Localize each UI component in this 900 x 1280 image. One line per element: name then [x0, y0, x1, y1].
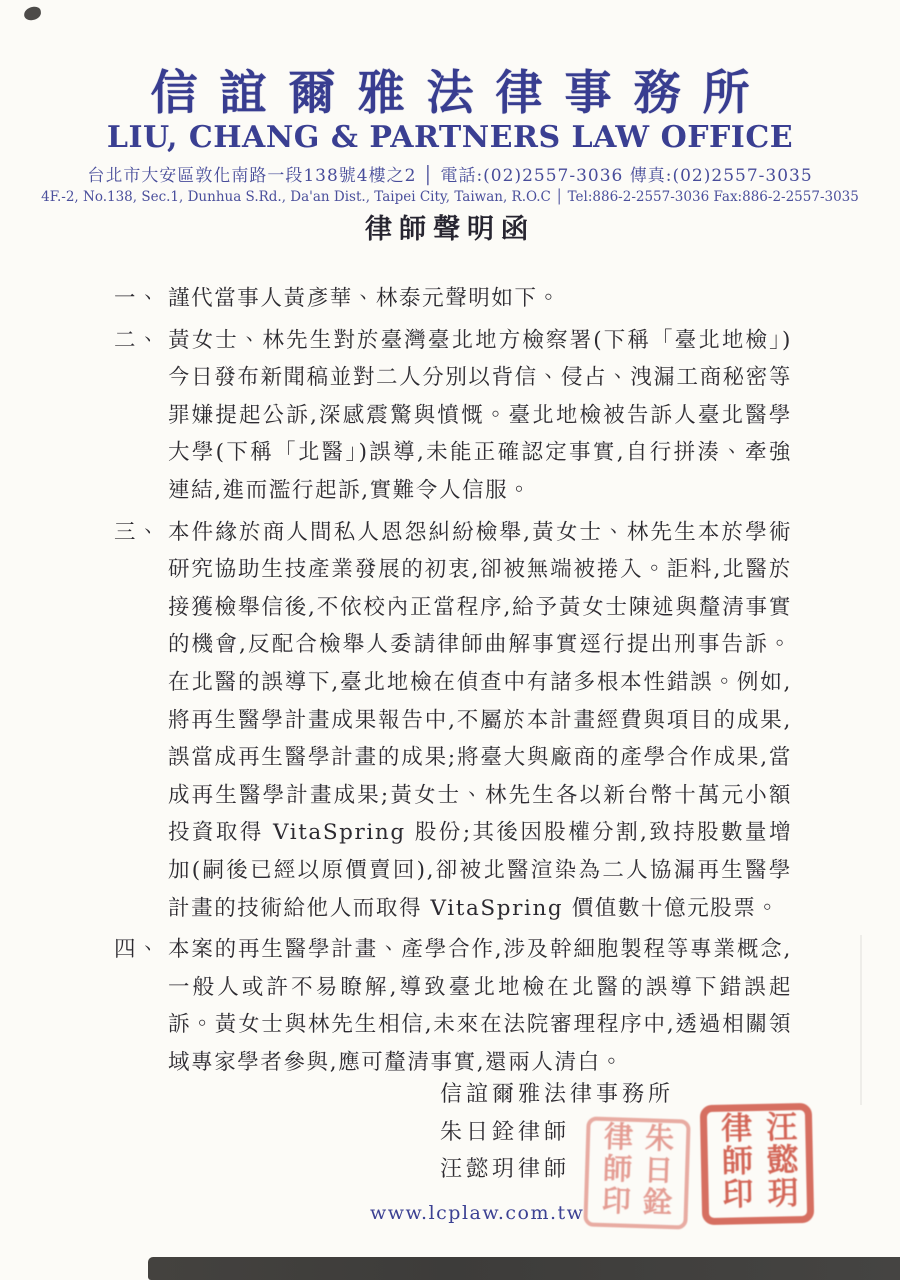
- lawyer-seal-left: 朱日銓律師印: [583, 1116, 690, 1229]
- letterhead: [0, 68, 900, 205]
- paragraph-3: [100, 514, 792, 928]
- document-title: 律師聲明函: [365, 214, 535, 245]
- firm-name-chinese: 信誼爾雅法律事務所: [150, 66, 772, 121]
- signature-lawyer-2: 汪懿玥律師: [440, 1157, 571, 1182]
- paragraph-2-text: 黃女士、林先生對於臺灣臺北地方檢察署(下稱「臺北地檢」)今日發布新聞稿並對二人分別以背信、侵占、洩漏工商秘密等罪嫌提起公訴,深感震驚與憤慨。臺北地檢被告訴人臺北醫學大學(下稱「北醫」)誤導,未能正確認定事實,自行拼湊、牽強連結,進而濫行起訴,實難令人信服。: [168, 327, 792, 503]
- paragraph-4-text: 本案的再生醫學計畫、產學合作,涉及幹細胞製程等專業概念,一般人或許不易瞭解,導致臺北地檢在北醫的誤導下錯誤起訴。黃女士與林先生相信,未來在法院審理程序中,透過相關領域專家學者參與,應可釐清事實,還兩人清白。: [168, 937, 792, 1075]
- scan-speck: [23, 6, 42, 21]
- paragraph-4: [100, 931, 792, 1081]
- scan-edge-bar: [148, 1257, 900, 1280]
- letter-body: [100, 280, 792, 1085]
- paragraph-3-number: 三、: [114, 519, 162, 545]
- paragraph-1-text: 謹代當事人黃彥華、林泰元聲明如下。: [168, 286, 561, 311]
- lawyer-seal-right: 汪懿玥律師印: [700, 1103, 814, 1225]
- signature-lawyer-1: 朱日銓律師: [440, 1119, 571, 1145]
- paragraph-3-text: 本件緣於商人間私人恩怨糾紛檢舉,黃女士、林先生本於學術研究協助生技產業發展的初衷,卻被無端被捲入。詎料,北醫於接獲檢舉信後,不依校內正當程序,給予黃女士陳述與釐清事實的機會,反配合檢舉人委請律師曲解事實逕行提出刑事告訴。在北醫的誤導下,臺北地檢在偵查中有諸多根本性錯誤。例如,將再生醫學計畫成果報告中,不屬於本計畫經費與項目的成果,誤當成再生醫學計畫的成果;將臺大與廠商的產學合作成果,當成再生醫學計畫成果;黃女士、林先生各以新台幣十萬元小額投資取得 VitaSpring 股份;其後因股權分割,致持股數量增加(嗣後已經以原價賣回),卻被北醫渲染為二人協漏再生醫學計畫的技術給他人而取得 VitaSpring 價值數十億元股票。: [168, 519, 792, 921]
- firm-website-url: www.lcplaw.com.tw: [370, 1202, 585, 1224]
- firm-name-english: LIU, CHANG & PARTNERS LAW OFFICE: [106, 119, 794, 155]
- paragraph-1-number: 一、: [114, 286, 162, 311]
- paragraph-2: [100, 322, 792, 510]
- paragraph-1: [100, 280, 792, 318]
- address-line-chinese: 台北市大安區敦化南路一段138號4樓之2 │ 電話:(02)2557-3036 傳真:(02)2557-3035: [87, 166, 813, 187]
- scan-scratch: [860, 935, 862, 1105]
- paragraph-2-number: 二、: [114, 327, 162, 353]
- signature-firm-name: 信誼爾雅法律事務所: [440, 1082, 675, 1107]
- address-line-english: 4F.-2, No.138, Sec.1, Dunhua S.Rd., Da'an Dist., Taipei City, Taiwan, R.O.C │ Tel:886-2-2557-3036 Fax:886-2-2557-3035: [41, 189, 859, 206]
- paragraph-4-number: 四、: [114, 937, 162, 963]
